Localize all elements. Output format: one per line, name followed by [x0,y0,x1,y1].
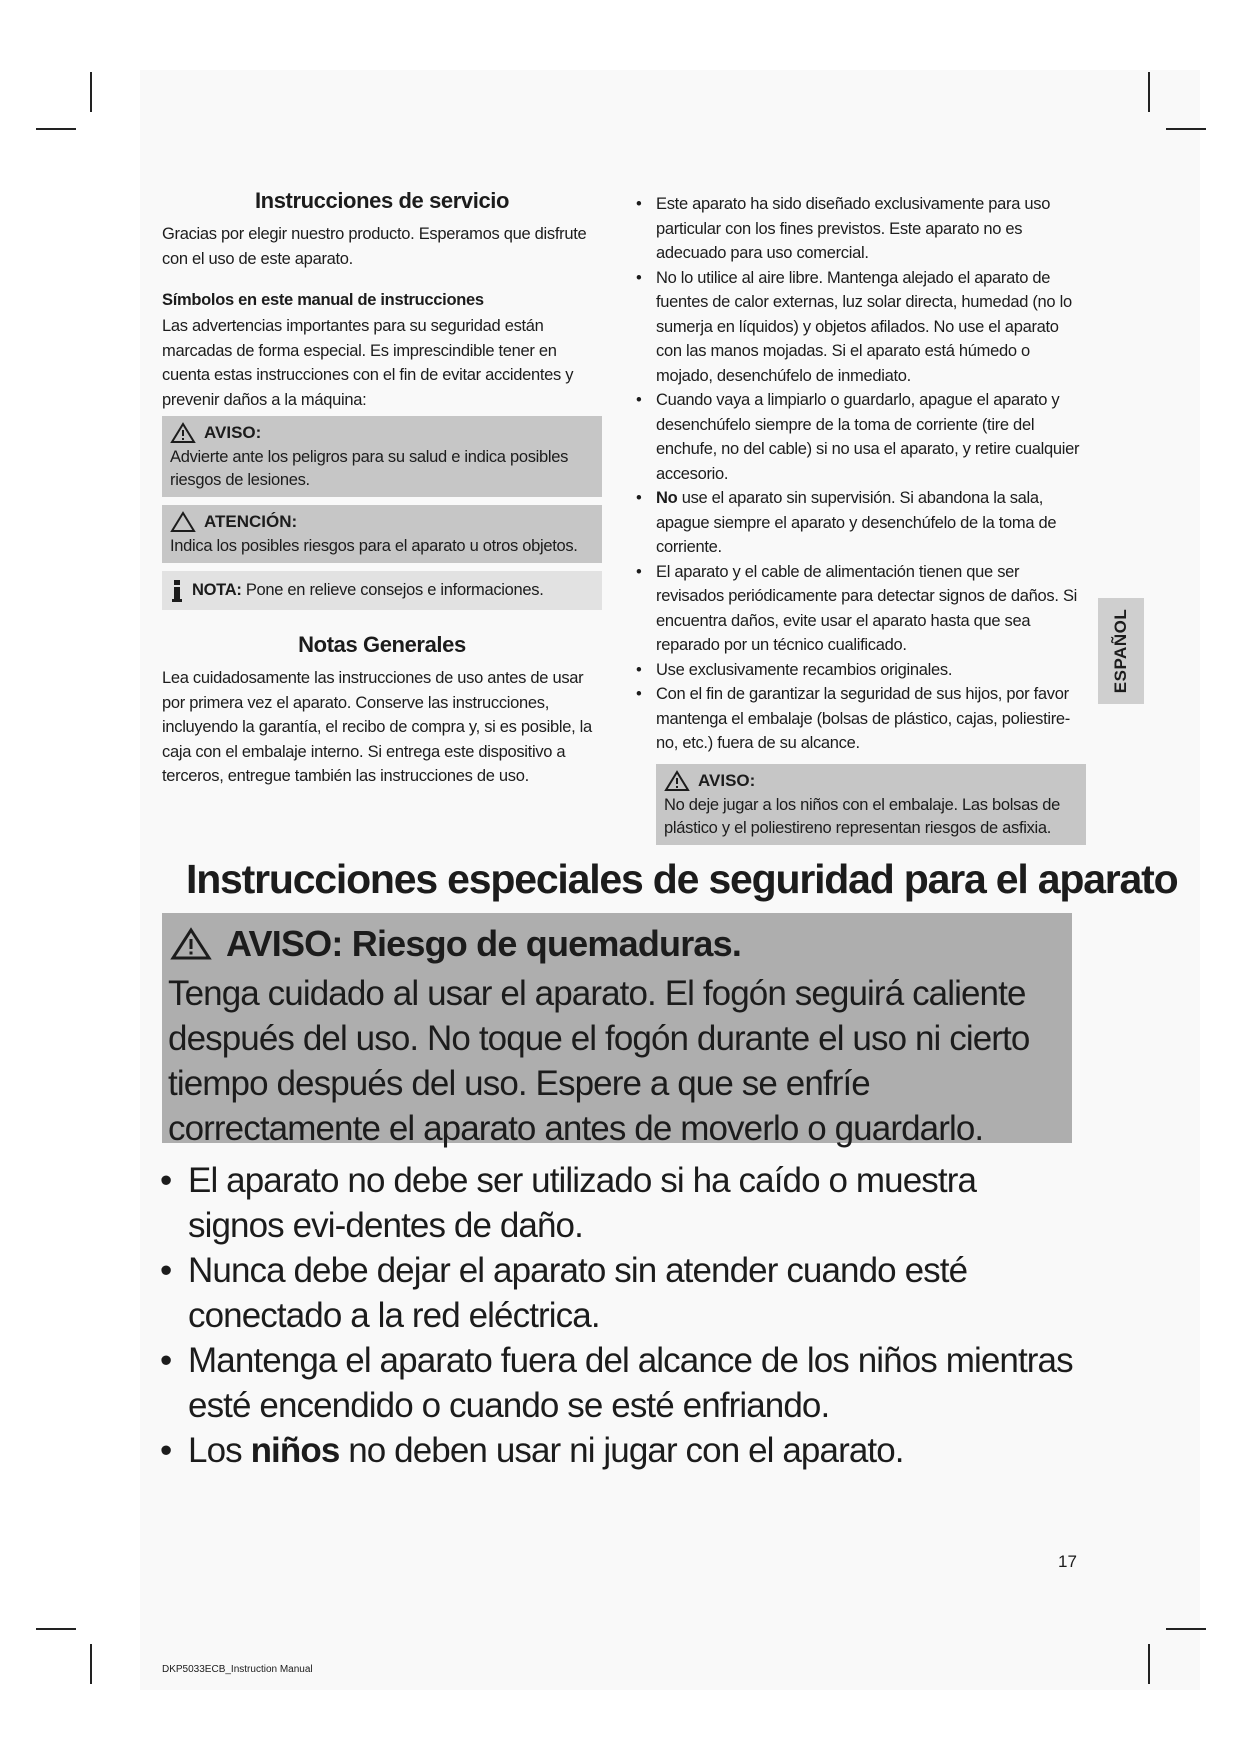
special-safety-list [160,1158,1080,1473]
crop-mark [90,1644,92,1684]
list-item: • Nunca debe dejar el aparato sin atender cuando esté conectado a la red eléctrica. [160,1251,968,1335]
list-item: • Los niños no deben usar ni jugar con el aparato. [160,1431,904,1470]
main-heading: Instrucciones especiales de seguridad para el aparato [186,856,1178,902]
list-item: • Cuando vaya a limpiarlo o guardarlo, apague el aparato y desenchúfelo siempre de la toma de corriente (tire del enchufe, no del cable) si no usa el aparato, y retire cualquier accesorio. [636,391,1080,483]
atencion-text: Indica los posibles riesgos para el aparato u otros objetos. [170,537,578,555]
list-item: • Mantenga el aparato fuera del alcance de los niños mientras esté encendido o cuando se esté enfriando. [160,1341,1073,1425]
crop-mark [36,1628,76,1630]
crop-mark [36,128,76,130]
aviso-text: No deje jugar a los niños con el embalaje. Las bolsas de plástico y el poliestireno representan riesgos de asfixia. [664,795,1060,837]
list-item: • El aparato y el cable de alimentación tienen que ser revisados periódicamente para detectar signos de daños. Si encuentra daños, evite usar el aparato hasta que sea reparado por un técnico cualificado. [636,562,1078,654]
left-column [162,188,602,789]
burn-warning-title: AVISO: Riesgo de quemaduras. [226,923,742,964]
notas-generales-heading: Notas Generales [298,632,466,657]
aviso-title: AVISO: [698,770,756,790]
warning-triangle-icon [664,770,690,792]
intro-text: Gracias por elegir nuestro producto. Esperamos que disfrute con el uso de este aparato. [162,225,587,268]
list-item: • El aparato no debe ser utilizado si ha caído o muestra signos evi-dentes de daño. [160,1161,977,1245]
language-tab [1098,598,1144,704]
safety-bullet-list [636,192,1086,756]
list-item: • Use exclusivamente recambios originales. [636,660,953,679]
notas-generales-text: Lea cuidadosamente las instrucciones de uso antes de usar por primera vez el aparato. Conserve las instrucciones, incluyendo la garantía, el recibo de compra y, si es posible, la caja con el embalaje interno. Si entrega este dispositivo a terceros, entregue también las instrucciones de uso. [162,669,592,785]
list-item: • No use el aparato sin supervisión. Si abandona la sala, apague siempre el aparato y desenchúfelo de la toma de corriente. [636,489,1057,556]
crop-mark [1148,1644,1150,1684]
crop-mark [90,72,92,112]
info-icon [170,580,184,602]
nota-text: Pone en relieve consejos e informaciones. [245,581,544,599]
atencion-title: ATENCIÓN: [204,512,298,531]
caution-triangle-icon [170,511,196,533]
footer-label: DKP5033ECB_Instruction Manual [162,1664,313,1675]
list-item: • No lo utilice al aire libre. Mantenga alejado el aparato de fuentes de calor externas, luz solar directa, humedad (no lo sumerja en líquidos) y objetos afilados. No use el aparato con las manos mojadas. Si el aparato está húmedo o mojado, desenchúfelo de inmediato. [636,268,1072,385]
warning-triangle-icon [170,422,196,444]
symbols-heading: Símbolos en este manual de instrucciones [162,291,484,309]
aviso-title: AVISO: [204,423,262,442]
warning-triangle-icon [170,927,212,961]
atencion-box [162,505,602,563]
symbols-text: Las advertencias importantes para su seguridad están marcadas de forma especial. Es imprescindible tener en cuenta estas instrucciones con el fin de evitar accidentes y prevenir daños a la máquina: [162,317,574,409]
right-column [636,192,1086,845]
burn-warning-text: Tenga cuidado al usar el aparato. El fogón seguirá caliente después del uso. No toque el fogón durante el uso ni cierto tiempo después del uso. Espere a que se enfríe correctamente el aparato antes de moverlo o guardarlo. [168,974,1030,1148]
aviso-box-children [656,764,1086,845]
list-item: • Este aparato ha sido diseñado exclusivamente para uso particular con los fines previstos. Este aparato no es adecuado para uso comercial. [636,195,1051,262]
nota-label: NOTA: [192,581,242,599]
crop-mark [1166,128,1206,130]
crop-mark [1148,72,1150,112]
nota-box [162,571,602,610]
section-title-instructions: Instrucciones de servicio [254,188,510,213]
page-number: 17 [1058,1552,1077,1571]
language-tab-label: ESPAÑOL [1111,608,1130,694]
crop-mark [1166,1628,1206,1630]
list-item: • Con el fin de garantizar la seguridad de sus hijos, por favor mantenga el embalaje (bolsas de plástico, cajas, poliestire-no, etc.) fuera de su alcance. [636,685,1070,752]
burn-warning-box [162,913,1072,1148]
aviso-text: Advierte ante los peligros para su salud e indica posibles riesgos de lesiones. [170,448,569,489]
aviso-box [162,416,602,497]
